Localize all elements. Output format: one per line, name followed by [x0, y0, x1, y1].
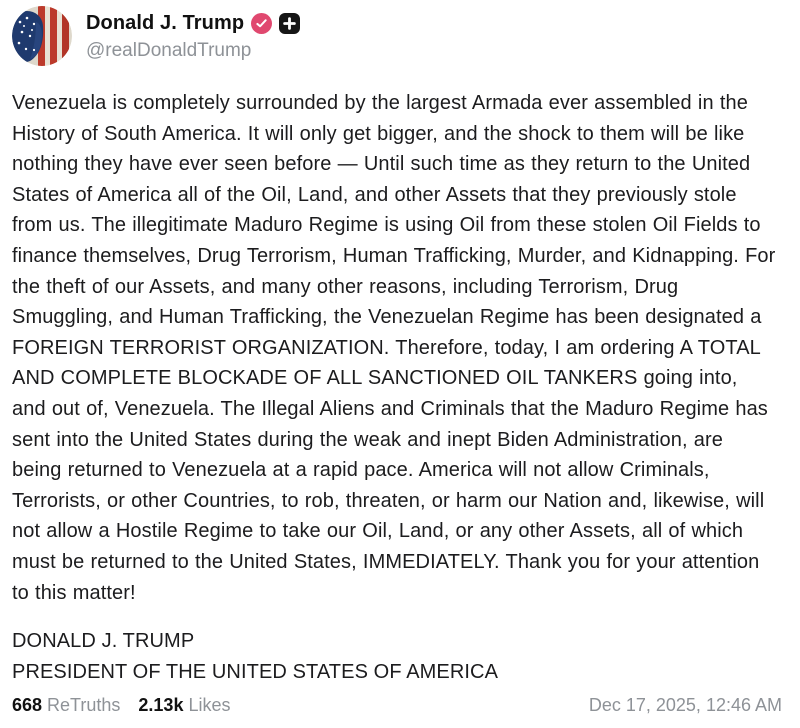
signature-name: DONALD J. TRUMP: [12, 630, 195, 653]
display-name[interactable]: Donald J. Trump: [86, 12, 245, 34]
likes-label: Likes: [188, 695, 231, 715]
signature-title: PRESIDENT OF THE UNITED STATES OF AMERICA: [12, 660, 499, 683]
post-signature: [12, 626, 776, 687]
engagement-stats: [12, 695, 230, 716]
post-footer: [12, 695, 782, 716]
user-handle[interactable]: @realDonaldTrump: [86, 40, 252, 61]
retruths-stat[interactable]: [12, 695, 120, 716]
likes-stat[interactable]: [138, 695, 230, 716]
post-header: [12, 6, 776, 66]
flag-avatar-icon: [12, 6, 72, 66]
retruths-count: 668: [12, 695, 43, 715]
post-body: Venezuela is completely surrounded by the largest Armada ever assembled in the History of South America. It will only get bigger, and the shock to them will be like nothing they have ever seen before — Until such time as they return to the United States of America all of the Oil, Land, and other Assets that they previously stole from us. The illegitimate Maduro Regime is using Oil from these stolen Oil Fields to finance themselves, Drug Terrorism, Human Trafficking, Murder, and Kidnapping. For the theft of our Assets, and many other reasons, including Terrorism, Drug Smuggling, and Human Trafficking, the Venezuelan Regime has been designated a FOREIGN TERRORIST ORGANIZATION. Therefore, today, I am ordering A TOTAL AND COMPLETE BLOCKADE OF ALL SANCTIONED OIL TANKERS going into, and out of, Venezuela. The Illegal Aliens and Criminals that the Maduro Regime has sent into the United States during the weak and inept Biden Administration, are being returned to Venezuela at a rapid pace. America will not allow Criminals, Terrorists, or other Countries, to rob, threaten, or harm our Nation and, likewise, will not allow a Hostile Regime to take our Oil, Land, or any other Assets, all of which must be returned to the United States, IMMEDIATELY. Thank you for your attention to this matter!: [12, 92, 776, 604]
plus-badge-icon[interactable]: [279, 13, 300, 34]
retruths-label: ReTruths: [47, 695, 121, 715]
identity-block: [86, 6, 300, 62]
name-row: [86, 12, 300, 35]
verified-badge-icon: [251, 13, 272, 34]
likes-count: 2.13k: [138, 695, 184, 715]
timestamp: Dec 17, 2025, 12:46 AM: [588, 695, 782, 715]
avatar[interactable]: [12, 6, 72, 66]
